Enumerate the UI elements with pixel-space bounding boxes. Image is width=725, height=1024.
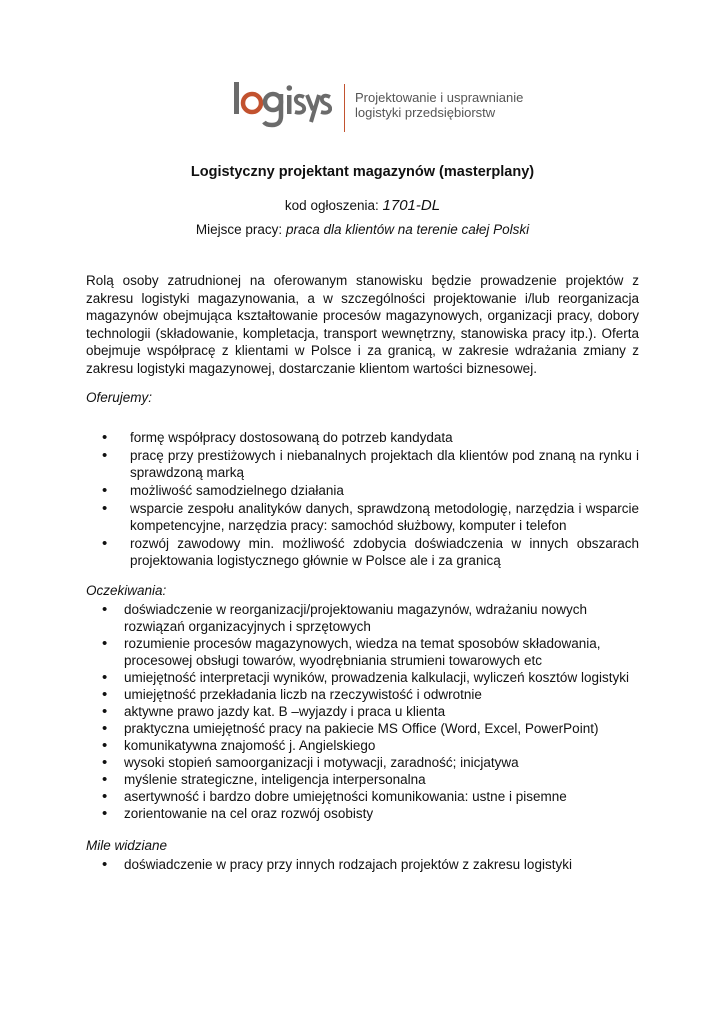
list-item: • rozwój zawodowy min. możliwość zdobycia doświadczenia w innych obszarach projektowania logistycznego głównie w Polsce ale i za granicą (102, 535, 639, 569)
tagline-line-2: logistyki przedsiębiorstw (355, 105, 496, 120)
list-item: • pracę przy prestiżowych i niebanalnych projektach dla klientów pod znaną na rynku i sprawdzoną marką (102, 447, 639, 481)
logo-divider (344, 84, 345, 132)
job-code-label: kod ogłoszenia: (284, 198, 379, 213)
work-location-line (0, 222, 725, 237)
list-item: • wysoki stopień samoorganizacji i motywacji, zaradność; inicjatywa (102, 754, 639, 771)
offer-list (102, 429, 639, 570)
list-item: • asertywność i bardzo dobre umiejętności komunikowania: ustne i pisemne (102, 788, 639, 805)
work-location-label: Miejsce pracy: (195, 222, 283, 237)
tagline-line-1: Projektowanie i usprawnianie (355, 90, 524, 105)
list-item: • umiejętność przekładania liczb na rzeczywistość i odwrotnie (102, 686, 639, 703)
list-item: • doświadczenie w pracy przy innych rodzajach projektów z zakresu logistyki (102, 856, 639, 873)
job-title: Logistyczny projektant magazynów (masterplany) (190, 164, 535, 180)
list-item: • możliwość samodzielnego działania (102, 482, 639, 499)
job-code-line (0, 197, 725, 214)
list-item: • rozumienie procesów magazynowych, wiedza na temat sposobów składowania, procesowej obsługi towarów, wyodrębniania strumieni towarowych etc (102, 635, 639, 669)
list-item: • aktywne prawo jazdy kat. B –wyjazdy i praca u klienta (102, 703, 639, 720)
job-code-value: 1701-DL (382, 197, 441, 214)
offer-heading: Oferujemy: (86, 390, 153, 405)
list-item: • myślenie strategiczne, inteligencja interpersonalna (102, 771, 639, 788)
intro-paragraph: Rolą osoby zatrudnionej na oferowanym stanowisku będzie prowadzenie projektów z zakresu logistyki magazynowania, a w szczególności projektowanie i/lub reorganizacja magazynów obejmująca kształtowanie procesów magazynowych, organizacji pracy, dobory technologii (składowanie, kompletacja, transport wewnętrzny, stanowiska pracy itp.). Oferta obejmuje współpracę z klientami w Polsce i za granicą, w zakresie wdrażania zmiany z zakresu logistyki magazynowej, dostarczanie klientom wartości biznesowej. (86, 273, 639, 376)
company-logo-block (232, 78, 523, 138)
list-item: • formę współpracy dostosowaną do potrzeb kandydata (102, 429, 639, 446)
list-item: • zorientowanie na cel oraz rozwój osobisty (102, 805, 639, 822)
list-item: • wsparcie zespołu analityków danych, sprawdzoną metodologię, narzędzia i wsparcie kompetencyjne, narzędzia pracy: samochód służbowy, komputer i telefon (102, 500, 639, 534)
list-item: • doświadczenie w reorganizacji/projektowaniu magazynów, wdrażaniu nowych rozwiązań organizacyjnych i sprzętowych (102, 601, 639, 635)
list-item: • umiejętność interpretacji wyników, prowadzenia kalkulacji, wyliczeń kosztów logistyki (102, 669, 639, 686)
list-item: • praktyczna umiejętność pracy na pakiecie MS Office (Word, Excel, PowerPoint) (102, 720, 639, 737)
list-item: • komunikatywna znajomość j. Angielskiego (102, 737, 639, 754)
expectations-list (102, 601, 639, 822)
company-tagline (355, 78, 523, 120)
nice-to-have-list (102, 856, 639, 873)
expectations-heading: Oczekiwania: (86, 583, 167, 598)
work-location-value: praca dla klientów na terenie całej Polski (285, 222, 530, 237)
logisys-logo (232, 78, 332, 130)
nice-to-have-heading: Mile widziane (86, 838, 168, 853)
